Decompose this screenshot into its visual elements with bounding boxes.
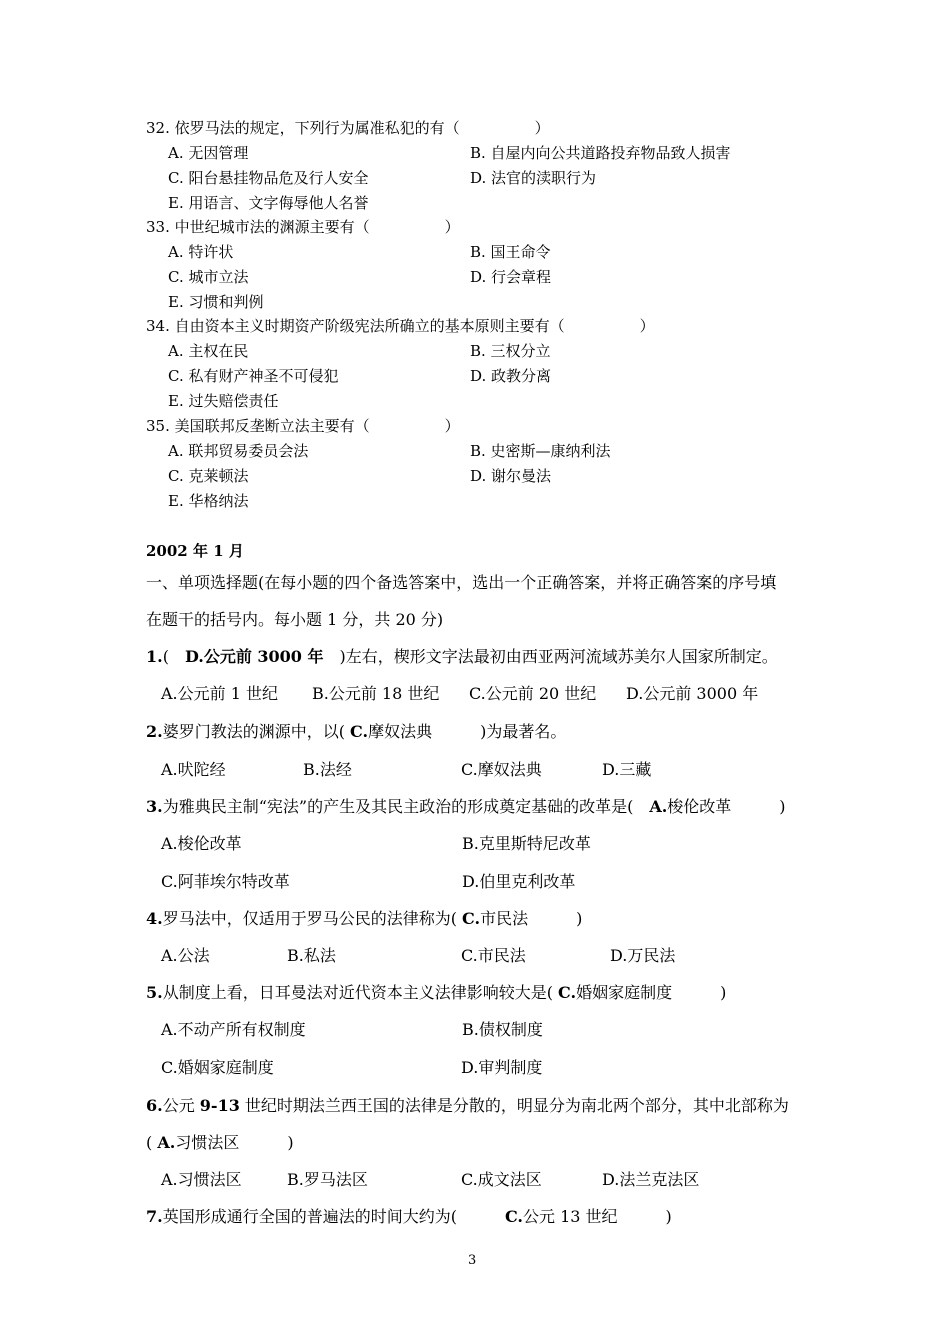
question-35: 35. 美国联邦反垄断立法主要有（ ） [146,417,460,435]
option: A. 无因管理 [168,144,249,162]
question-text: 公元 13 世纪 ) [522,1207,672,1226]
option: A.不动产所有权制度 [161,1020,306,1039]
question-number: 6. [146,1096,163,1115]
option: E. 过失赔偿责任 [168,392,279,410]
question-text: )左右，楔形文字法最初由西亚两河流域苏美尔人国家所制定。 [323,647,778,666]
answer: C. [504,1207,523,1226]
option: B. 自屋内向公共道路投弃物品致人损害 [470,144,731,162]
question-text: 梭伦改革 ) [667,797,786,816]
option: A.梭伦改革 [161,834,242,853]
option: A. 特许状 [168,243,234,261]
question-number: 5. [146,983,163,1002]
question-33: 33. 中世纪城市法的渊源主要有（ ） [146,218,460,236]
question-5 [146,983,726,1003]
option: D. 法官的渎职行为 [470,169,597,187]
question-7 [146,1207,672,1227]
question-text: 摩奴法典 )为最著名。 [368,722,567,741]
question-4 [146,909,582,929]
option: E. 华格纳法 [168,492,249,510]
option: A.公法 [161,946,210,965]
question-number: 4. [146,909,163,928]
option: B.私法 [287,946,336,965]
option: C.婚姻家庭制度 [161,1058,274,1077]
option: A.吠陀经 [161,760,226,779]
option: C. 私有财产神圣不可侵犯 [168,367,339,385]
page-number: 3 [468,1253,477,1268]
question-text: 婆罗门教法的渊源中，以( [162,722,351,741]
question-6-continued [146,1133,294,1153]
option: D.万民法 [610,946,676,965]
question-text: 习惯法区 ) [175,1133,294,1152]
answer: A. [649,797,668,816]
question-text: 世纪时期法兰西王国的法律是分散的，明显分为南北两个部分，其中北部称为 [239,1096,789,1115]
option: C.市民法 [461,946,526,965]
answer: C. [462,909,481,928]
question-2 [146,722,566,742]
option: C. 阳台悬挂物品危及行人安全 [168,169,369,187]
option: E. 用语言、文字侮辱他人名誉 [168,194,369,212]
question-number: 7. [146,1207,163,1226]
question-text: 从制度上看，日耳曼法对近代资本主义法律影响较大是( [162,983,559,1002]
option: A.习惯法区 [161,1170,242,1189]
option: C. 城市立法 [168,268,249,286]
instruction-line-1: 一、单项选择题(在每小题的四个备选答案中，选出一个正确答案，并将正确答案的序号填 [146,573,777,592]
option: D.公元前 3000 年 [626,684,759,703]
question-1 [146,647,778,667]
option: D.法兰克法区 [602,1170,700,1189]
instruction-line-2: 在题干的括号内。每小题 1 分，共 20 分) [146,610,444,629]
question-text: 英国形成通行全国的普遍法的时间大约为( [162,1207,505,1226]
option: B.克里斯特尼改革 [462,834,591,853]
option: B.公元前 18 世纪 [312,684,440,703]
question-text: ( [162,647,185,666]
question-text: ( [146,1133,158,1152]
question-6 [146,1096,789,1116]
option: D. 政教分离 [470,367,552,385]
question-text: 市民法 ) [480,909,583,928]
question-text: 公元 [162,1096,200,1115]
question-number: 3. [146,797,163,816]
answer: 9-13 [199,1096,240,1115]
option: B.债权制度 [462,1020,543,1039]
option: B. 国王命令 [470,243,551,261]
answer: D.公元前 3000 年 [184,647,324,666]
question-text: 罗马法中，仅适用于罗马公民的法律称为( [162,909,463,928]
answer: C. [350,722,369,741]
option: B. 三权分立 [470,342,551,360]
option: A. 主权在民 [168,342,249,360]
answer: C. [558,983,577,1002]
answer: A. [157,1133,176,1152]
option: C.阿菲埃尔特改革 [161,872,290,891]
question-3 [146,797,786,817]
option: C.摩奴法典 [461,760,542,779]
option: C.公元前 20 世纪 [469,684,597,703]
option: A. 联邦贸易委员会法 [168,442,309,460]
option: D.审判制度 [461,1058,543,1077]
option: D. 行会章程 [470,268,552,286]
section-title: 2002 年 1 月 [146,542,244,560]
option: B.法经 [303,760,352,779]
question-32: 32. 依罗马法的规定，下列行为属准私犯的有（ ） [146,119,550,137]
question-text: 婚姻家庭制度 ) [576,983,727,1002]
question-34: 34. 自由资本主义时期资产阶级宪法所确立的基本原则主要有（ ） [146,317,655,335]
option: B. 史密斯—康纳利法 [470,442,611,460]
option: A.公元前 1 世纪 [161,684,278,703]
option: D.三藏 [602,760,652,779]
option: E. 习惯和判例 [168,293,264,311]
option: D. 谢尔曼法 [470,467,552,485]
question-number: 2. [146,722,163,741]
question-number: 1. [146,647,163,666]
option: D.伯里克利改革 [462,872,576,891]
question-text: 为雅典民主制“宪法”的产生及其民主政治的形成奠定基础的改革是( [162,797,650,816]
option: B.罗马法区 [287,1170,368,1189]
option: C.成文法区 [461,1170,542,1189]
option: C. 克莱顿法 [168,467,249,485]
